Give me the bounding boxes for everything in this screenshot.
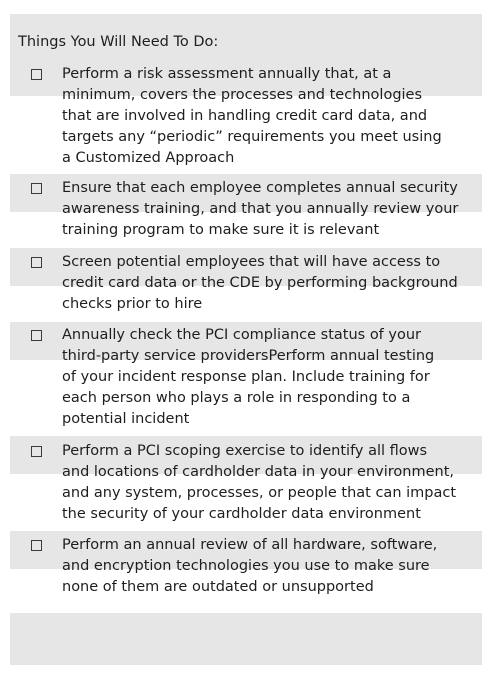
checklist-item-text: Perform an annual review of all hardware, software, and encryption technologies you use to make sure none of them are outdated or unsupported — [62, 537, 438, 595]
checkbox[interactable] — [31, 183, 42, 194]
checklist-item-text: Screen potential employees that will have access to credit card data or the CDE by performing background checks prior to hire — [62, 254, 458, 312]
checklist-item-text: Perform a risk assessment annually that, at a minimum, covers the processes and technologies that are involved in handling credit card data, and targets any “periodic” requirements you meet using a Customized Approach — [62, 66, 442, 166]
checkbox[interactable] — [31, 257, 42, 268]
checkbox[interactable] — [31, 69, 42, 80]
checklist-item-text: Annually check the PCI compliance status of your third-party service providersPerform annual testing of your incident response plan. Include training for each person who plays a role in responding to a potential incident — [62, 327, 435, 427]
checkbox[interactable] — [31, 330, 42, 341]
checkbox[interactable] — [31, 446, 42, 457]
footer-band — [10, 613, 482, 665]
checkbox[interactable] — [31, 540, 42, 551]
checklist-item-text: Ensure that each employee completes annual security awareness training, and that you annually review your training program to make sure it is relevant — [62, 180, 459, 238]
checklist-heading: Things You Will Need To Do: — [18, 34, 219, 50]
checklist-item-text: Perform a PCI scoping exercise to identify all flows and locations of cardholder data in your environment, and any system, processes, or people that can impact the security of your cardholder data environment — [62, 443, 457, 522]
